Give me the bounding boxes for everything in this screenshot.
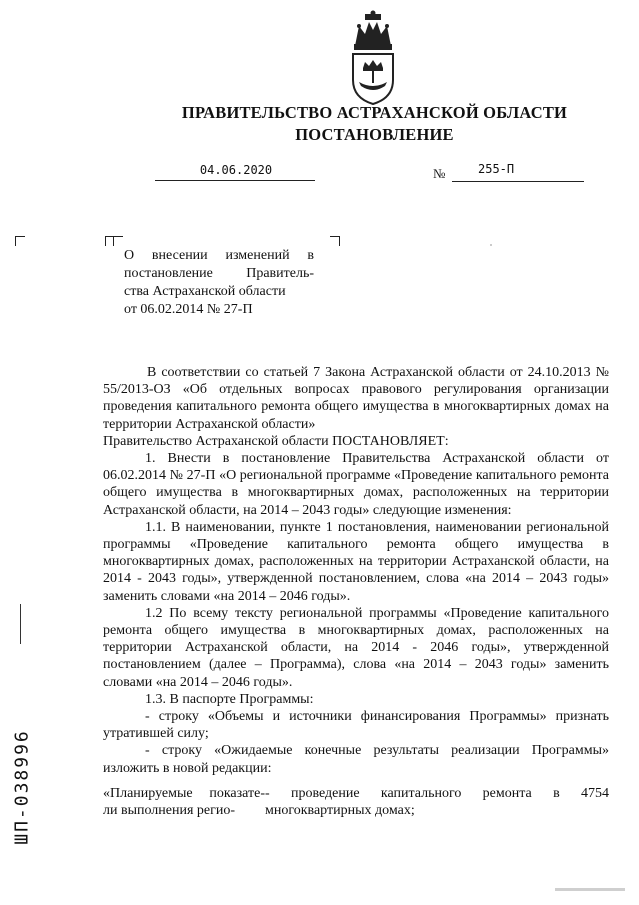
number-label: № [433,166,446,181]
paragraph-1-2: 1.2 По всему тексту региональной программы «Проведение капитального ремонта общего имущества в многоквартирных домах, расположенных на территории Астраханской области, на 2014 - 2046 годы», утвержденной постановлением (далее – Программа), слова «на 2014 – 2043 годы» заменить словами «на 2014 – 2046 годы». [103,605,609,690]
passport-table-row [103,785,609,819]
date-underline [155,180,315,181]
serial-stamp: ШП-038996 [11,729,33,845]
document-number: 255-П [478,162,515,176]
scan-artifact [555,888,625,891]
number-underline [452,181,584,182]
paragraph-1: 1. Внести в постановление Правительства Астраханской области от 06.02.2014 № 27-П «О региональной программе «Проведение капитального ремонта общего имущества в многоквартирных домах, расположенных на территории Астраханской области, на 2014 – 2043 годы» следующие изменения: [103,451,609,518]
item-results: - строку «Ожидаемые конечные результаты реализации Программы» изложить в новой редакции: [103,743,609,776]
document-date: 04.06.2020 [199,163,273,177]
subject-line: ства Астраханской области [124,284,286,299]
subject-line: от 06.02.2014 № 27-П [124,302,253,317]
paragraph-1-3: 1.3. В паспорте Программы: [145,691,314,707]
corner-mark [113,236,123,246]
item-financing: - строку «Объемы и источники финансирования Программы» признать утратившей силу; [103,709,609,742]
preamble-paragraph: В соответствии со статьей 7 Закона Астраханской области от 24.10.2013 № 55/2013-ОЗ «Об отдельных вопросах правового регулирования организации проведения капитального ремонта общего имущества в многоквартирных домах на территории Астраханской области» [103,365,609,432]
organization-title: ПРАВИТЕЛЬСТВО АСТРАХАНСКОЙ ОБЛАСТИ [181,103,568,122]
document-body [103,364,609,819]
subject-line: постановление Правитель- [124,266,314,281]
table-cell-left: «Планируемые показате-ли выполнения регио- [103,785,265,819]
corner-mark [330,236,340,246]
table-cell-right: - проведение капитального ремонта в 4754 многоквартирных домах; [265,785,609,819]
coat-of-arms-emblem [345,10,401,106]
corner-mark [15,236,25,246]
subject-block [124,247,314,319]
margin-line [20,604,21,644]
document-type: ПОСТАНОВЛЕНИЕ [295,125,454,144]
scan-dot [490,244,492,246]
resolution-clause: Правительство Астраханской области ПОСТАНОВЛЯЕТ: [103,433,449,449]
subject-line: О внесении изменений в [124,248,314,263]
paragraph-1-1: 1.1. В наименовании, пункте 1 постановления, наименовании региональной программы «Проведение капитального ремонта общего имущества в многоквартирных домах, расположенных на территории Астраханской области, на 2014 - 2043 годы», утвержденной постановлением, слова «на 2014 – 2043 годы» заменить словами «на 2014 – 2046 годы». [103,519,609,604]
